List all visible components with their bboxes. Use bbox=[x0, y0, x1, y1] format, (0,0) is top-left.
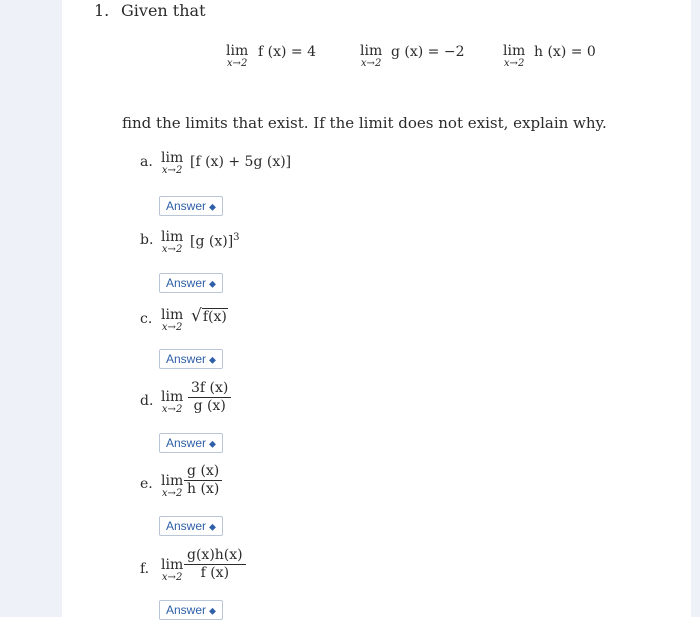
lim-operator: lim x→2 bbox=[161, 389, 184, 415]
part-letter: a. bbox=[140, 154, 153, 170]
lim-operator: lim x→2 bbox=[360, 43, 383, 69]
part-letter: d. bbox=[140, 393, 154, 409]
numerator: g (x) bbox=[187, 463, 220, 479]
denominator: g (x) bbox=[193, 398, 226, 414]
part-letter: c. bbox=[140, 311, 153, 327]
answer-button[interactable]: Answer ⬥ bbox=[159, 273, 223, 293]
problem-number: 1. bbox=[94, 1, 110, 20]
dropdown-arrow-icon: ⬥ bbox=[209, 522, 217, 533]
lim-operator: lim x→2 bbox=[161, 229, 184, 255]
given-expression-h: h (x) = 0 bbox=[534, 44, 596, 60]
problem-intro: Given that bbox=[121, 1, 206, 20]
answer-button[interactable]: Answer ⬥ bbox=[159, 433, 223, 453]
lim-operator: lim x→2 bbox=[226, 43, 249, 69]
fraction bbox=[184, 463, 222, 498]
dropdown-arrow-icon: ⬥ bbox=[209, 355, 217, 366]
answer-button[interactable]: Answer ⬥ bbox=[159, 196, 223, 216]
part-expression: [f (x) + 5g (x)] bbox=[190, 154, 292, 170]
numerator: 3f (x) bbox=[191, 380, 229, 396]
radicand: f(x) bbox=[202, 309, 227, 325]
left-margin-bar bbox=[0, 0, 62, 617]
denominator: h (x) bbox=[187, 481, 220, 497]
part-letter: f. bbox=[140, 561, 150, 577]
answer-button[interactable]: Answer ⬥ bbox=[159, 600, 223, 620]
answer-button[interactable]: Answer ⬥ bbox=[159, 349, 223, 369]
dropdown-arrow-icon: ⬥ bbox=[209, 279, 217, 290]
answer-button[interactable]: Answer ⬥ bbox=[159, 516, 223, 536]
given-expression-g: g (x) = −2 bbox=[391, 44, 465, 60]
numerator: g(x)h(x) bbox=[187, 547, 243, 563]
fraction bbox=[188, 380, 231, 415]
dropdown-arrow-icon: ⬥ bbox=[209, 439, 217, 450]
fraction bbox=[184, 547, 246, 582]
instructions-text: find the limits that exist. If the limit does not exist, explain why. bbox=[122, 114, 607, 132]
square-root bbox=[191, 306, 228, 326]
part-letter: e. bbox=[140, 476, 153, 492]
lim-operator: lim x→2 bbox=[161, 473, 184, 499]
lim-operator: lim x→2 bbox=[503, 43, 526, 69]
given-expression-f: f (x) = 4 bbox=[258, 44, 316, 60]
radical-sign: √ bbox=[191, 306, 202, 326]
lim-operator: lim x→2 bbox=[161, 557, 184, 583]
denominator: f (x) bbox=[200, 565, 230, 581]
dropdown-arrow-icon: ⬥ bbox=[209, 606, 217, 617]
dropdown-arrow-icon: ⬥ bbox=[209, 202, 217, 213]
lim-operator: lim x→2 bbox=[161, 307, 184, 333]
part-expression: [g (x)]$^3$ bbox=[190, 232, 240, 250]
right-margin-bar bbox=[691, 0, 700, 617]
lim-operator: lim x→2 bbox=[161, 150, 184, 176]
part-letter: b. bbox=[140, 232, 154, 248]
